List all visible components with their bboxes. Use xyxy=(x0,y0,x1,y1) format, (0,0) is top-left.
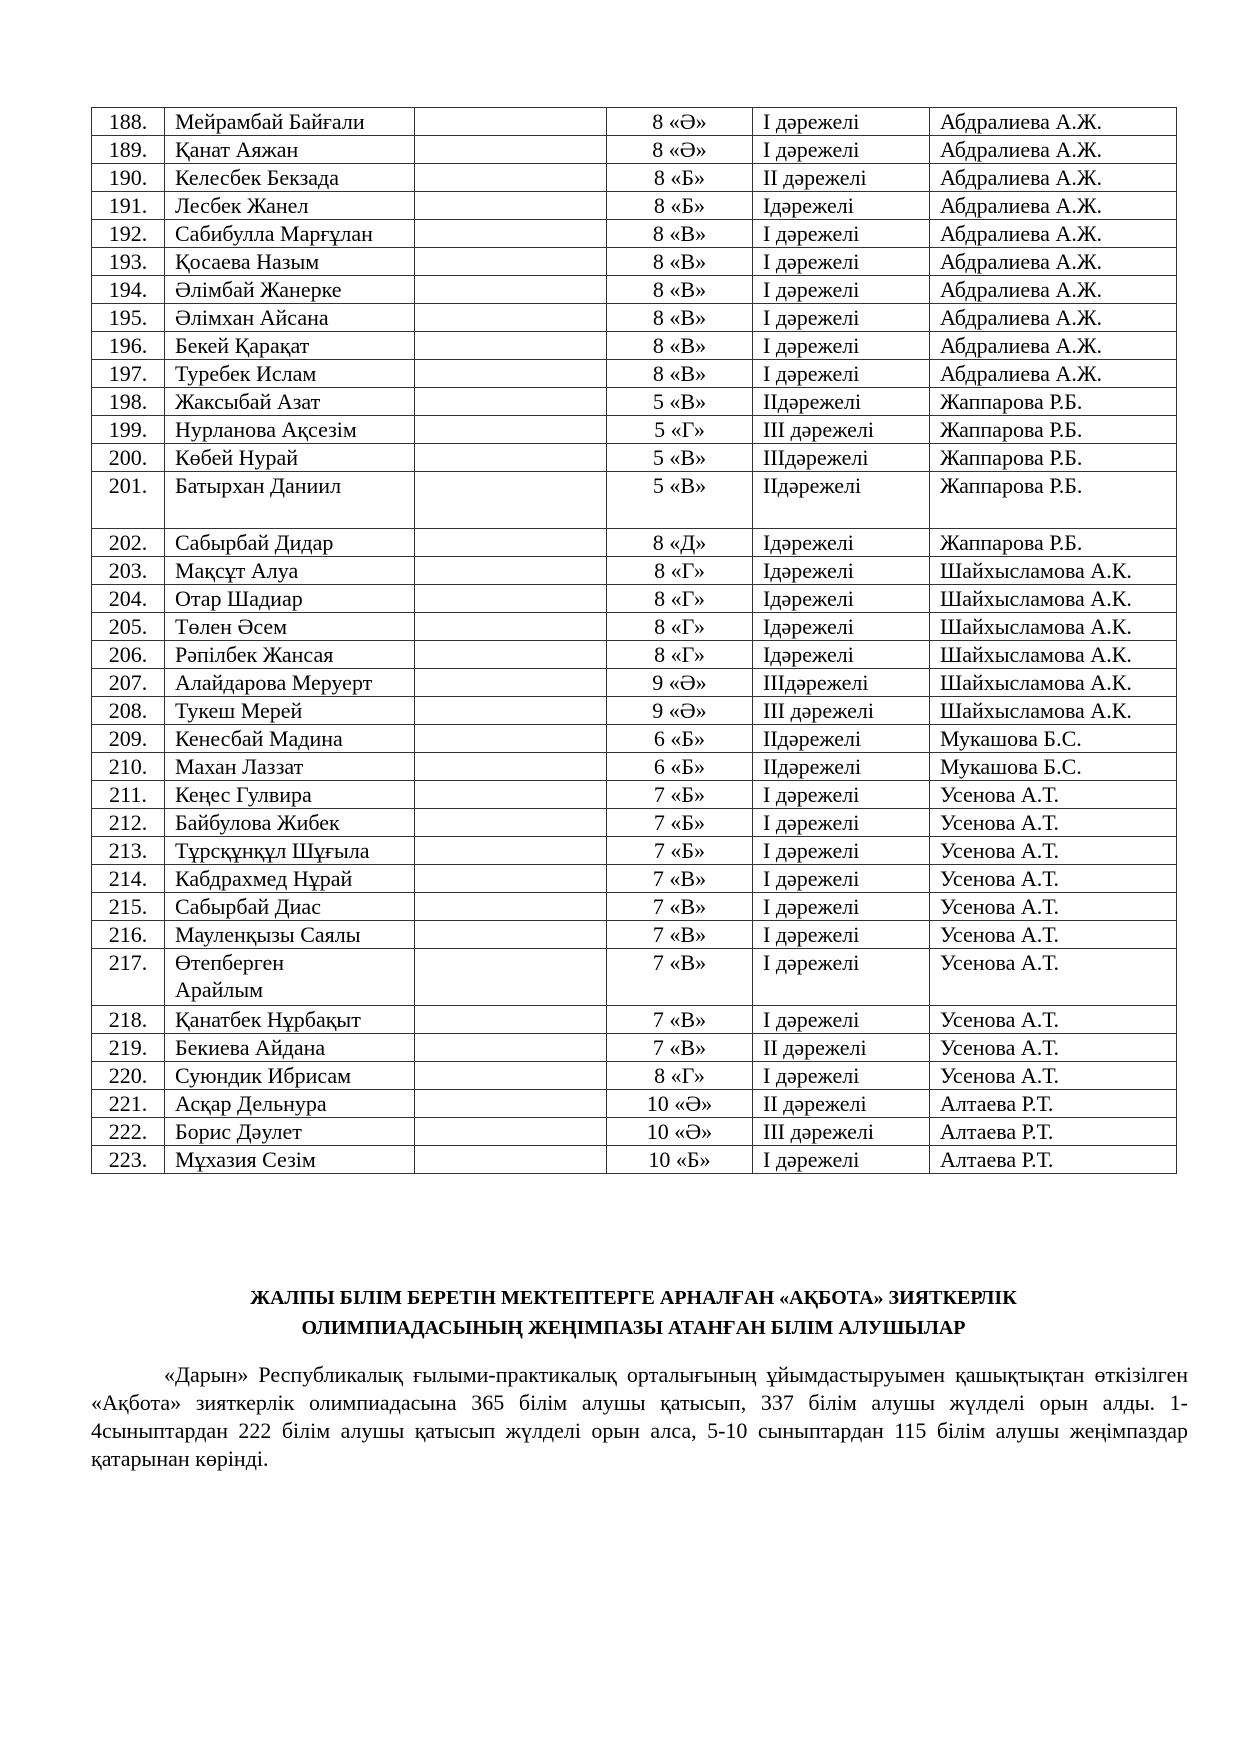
teacher-cell: Абдралиева А.Ж. xyxy=(930,332,1177,360)
table-row xyxy=(92,613,1177,641)
degree-cell: ІІдәрежелі xyxy=(753,725,930,753)
degree-cell: І дәрежелі xyxy=(753,1062,930,1090)
class-cell: 7 «Б» xyxy=(607,837,753,865)
student-name-cell: Сабибулла Марғұлан xyxy=(165,220,415,248)
teacher-cell: Абдралиева А.Ж. xyxy=(930,136,1177,164)
table-row xyxy=(92,837,1177,865)
student-name-cell: Мақсұт Алуа xyxy=(165,557,415,585)
student-name-cell: Кеңес Гулвира xyxy=(165,781,415,809)
teacher-cell: Абдралиева А.Ж. xyxy=(930,276,1177,304)
student-name-cell: Байбулова Жибек xyxy=(165,809,415,837)
degree-cell: І дәрежелі xyxy=(753,108,930,136)
teacher-cell: Усенова А.Т. xyxy=(930,893,1177,921)
student-name-cell: Мейрамбай Байғали xyxy=(165,108,415,136)
table-row xyxy=(92,641,1177,669)
degree-cell: І дәрежелі xyxy=(753,220,930,248)
student-name-cell: Кабдрахмед Нұрай xyxy=(165,865,415,893)
degree-cell: І дәрежелі xyxy=(753,1006,930,1034)
student-name-cell: Келесбек Бекзада xyxy=(165,164,415,192)
teacher-cell: Алтаева Р.Т. xyxy=(930,1090,1177,1118)
teacher-cell: Мукашова Б.С. xyxy=(930,725,1177,753)
row-number-cell: 195. xyxy=(92,304,165,332)
row-number-cell: 188. xyxy=(92,108,165,136)
student-name-cell: Рәпілбек Жансая xyxy=(165,641,415,669)
row-number-cell: 192. xyxy=(92,220,165,248)
teacher-cell: Жаппарова Р.Б. xyxy=(930,529,1177,557)
empty-cell xyxy=(415,360,607,388)
student-name-cell: Бекиева Айдана xyxy=(165,1034,415,1062)
student-name-cell: Сабырбай Диас xyxy=(165,893,415,921)
section-paragraph-block xyxy=(91,1361,1188,1473)
degree-cell: І дәрежелі xyxy=(753,865,930,893)
degree-cell: Ідәрежелі xyxy=(753,192,930,220)
row-number-cell: 209. xyxy=(92,725,165,753)
student-name-cell: Махан Лаззат xyxy=(165,753,415,781)
degree-cell: І дәрежелі xyxy=(753,949,930,1006)
section-heading-line-1: ЖАЛПЫ БІЛІМ БЕРЕТІН МЕКТЕПТЕРГЕ АРНАЛҒАН «АҚБОТА» ЗИЯТКЕРЛІК xyxy=(250,1287,1017,1309)
class-cell: 5 «Г» xyxy=(607,416,753,444)
degree-cell: І дәрежелі xyxy=(753,809,930,837)
teacher-cell: Абдралиева А.Ж. xyxy=(930,220,1177,248)
empty-cell xyxy=(415,276,607,304)
table-row xyxy=(92,388,1177,416)
empty-cell xyxy=(415,1118,607,1146)
empty-cell xyxy=(415,1034,607,1062)
row-number-cell: 205. xyxy=(92,613,165,641)
table-row xyxy=(92,753,1177,781)
empty-cell xyxy=(415,725,607,753)
empty-cell xyxy=(415,248,607,276)
degree-cell: ІІІдәрежелі xyxy=(753,669,930,697)
class-cell: 9 «Ә» xyxy=(607,669,753,697)
student-name-cell: Өтепберген Арайлым xyxy=(165,949,415,1006)
degree-cell: ІІІдәрежелі xyxy=(753,444,930,472)
degree-cell: І дәрежелі xyxy=(753,248,930,276)
degree-cell: ІІІ дәрежелі xyxy=(753,697,930,725)
degree-cell: ІІ дәрежелі xyxy=(753,1034,930,1062)
class-cell: 8 «Д» xyxy=(607,529,753,557)
table-body xyxy=(92,108,1177,1174)
teacher-cell: Шайхысламова А.К. xyxy=(930,613,1177,641)
degree-cell: І дәрежелі xyxy=(753,136,930,164)
table-row xyxy=(92,949,1177,1006)
teacher-cell: Абдралиева А.Ж. xyxy=(930,108,1177,136)
teacher-cell: Шайхысламова А.К. xyxy=(930,585,1177,613)
table-row xyxy=(92,416,1177,444)
teacher-cell: Алтаева Р.Т. xyxy=(930,1146,1177,1174)
table-row xyxy=(92,529,1177,557)
student-name-cell: Туребек Ислам xyxy=(165,360,415,388)
degree-cell: ІІдәрежелі xyxy=(753,388,930,416)
teacher-cell: Усенова А.Т. xyxy=(930,865,1177,893)
class-cell: 8 «Г» xyxy=(607,557,753,585)
student-name-cell: Әлімхан Айсана xyxy=(165,304,415,332)
table-row xyxy=(92,276,1177,304)
table-row xyxy=(92,921,1177,949)
row-number-cell: 206. xyxy=(92,641,165,669)
degree-cell: І дәрежелі xyxy=(753,360,930,388)
section-heading xyxy=(91,1283,1176,1343)
student-name-cell: Төлен Әсем xyxy=(165,613,415,641)
class-cell: 8 «Ә» xyxy=(607,108,753,136)
table-row xyxy=(92,725,1177,753)
class-cell: 8 «Г» xyxy=(607,641,753,669)
row-number-cell: 215. xyxy=(92,893,165,921)
table-row xyxy=(92,304,1177,332)
row-number-cell: 191. xyxy=(92,192,165,220)
degree-cell: ІІдәрежелі xyxy=(753,753,930,781)
teacher-cell: Жаппарова Р.Б. xyxy=(930,388,1177,416)
row-number-cell: 222. xyxy=(92,1118,165,1146)
degree-cell: Ідәрежелі xyxy=(753,613,930,641)
row-number-cell: 202. xyxy=(92,529,165,557)
empty-cell xyxy=(415,921,607,949)
empty-cell xyxy=(415,304,607,332)
student-name-cell: Тұрсқұнқұл Шұғыла xyxy=(165,837,415,865)
teacher-cell: Алтаева Р.Т. xyxy=(930,1118,1177,1146)
row-number-cell: 220. xyxy=(92,1062,165,1090)
row-number-cell: 199. xyxy=(92,416,165,444)
teacher-cell: Усенова А.Т. xyxy=(930,921,1177,949)
degree-cell: ІІдәрежелі xyxy=(753,472,930,529)
table-row xyxy=(92,809,1177,837)
class-cell: 8 «В» xyxy=(607,332,753,360)
row-number-cell: 217. xyxy=(92,949,165,1006)
table-row xyxy=(92,360,1177,388)
teacher-cell: Усенова А.Т. xyxy=(930,1034,1177,1062)
empty-cell xyxy=(415,641,607,669)
student-name-cell: Алайдарова Меруерт xyxy=(165,669,415,697)
class-cell: 7 «Б» xyxy=(607,781,753,809)
table-row xyxy=(92,136,1177,164)
table-row xyxy=(92,1034,1177,1062)
class-cell: 9 «Ә» xyxy=(607,697,753,725)
empty-cell xyxy=(415,220,607,248)
table-row xyxy=(92,192,1177,220)
class-cell: 7 «Б» xyxy=(607,809,753,837)
degree-cell: ІІІ дәрежелі xyxy=(753,1118,930,1146)
empty-cell xyxy=(415,192,607,220)
row-number-cell: 214. xyxy=(92,865,165,893)
row-number-cell: 208. xyxy=(92,697,165,725)
student-name-cell: Әлімбай Жанерке xyxy=(165,276,415,304)
empty-cell xyxy=(415,108,607,136)
row-number-cell: 211. xyxy=(92,781,165,809)
teacher-cell: Усенова А.Т. xyxy=(930,837,1177,865)
class-cell: 8 «Г» xyxy=(607,585,753,613)
student-name-cell: Жаксыбай Азат xyxy=(165,388,415,416)
table-row xyxy=(92,1146,1177,1174)
empty-cell xyxy=(415,697,607,725)
degree-cell: І дәрежелі xyxy=(753,837,930,865)
table-row xyxy=(92,865,1177,893)
degree-cell: Ідәрежелі xyxy=(753,641,930,669)
degree-cell: І дәрежелі xyxy=(753,781,930,809)
student-name-cell: Борис Дәулет xyxy=(165,1118,415,1146)
degree-cell: І дәрежелі xyxy=(753,304,930,332)
teacher-cell: Мукашова Б.С. xyxy=(930,753,1177,781)
class-cell: 7 «В» xyxy=(607,1034,753,1062)
teacher-cell: Шайхысламова А.К. xyxy=(930,557,1177,585)
class-cell: 7 «В» xyxy=(607,865,753,893)
row-number-cell: 219. xyxy=(92,1034,165,1062)
student-name-cell: Қосаева Назым xyxy=(165,248,415,276)
student-name-cell: Кенесбай Мадина xyxy=(165,725,415,753)
table-row xyxy=(92,1006,1177,1034)
row-number-cell: 190. xyxy=(92,164,165,192)
class-cell: 7 «В» xyxy=(607,893,753,921)
row-number-cell: 212. xyxy=(92,809,165,837)
table-row xyxy=(92,585,1177,613)
class-cell: 8 «Г» xyxy=(607,1062,753,1090)
empty-cell xyxy=(415,557,607,585)
teacher-cell: Абдралиева А.Ж. xyxy=(930,248,1177,276)
table-row xyxy=(92,893,1177,921)
class-cell: 7 «В» xyxy=(607,1006,753,1034)
degree-cell: І дәрежелі xyxy=(753,332,930,360)
degree-cell: Ідәрежелі xyxy=(753,585,930,613)
empty-cell xyxy=(415,1006,607,1034)
row-number-cell: 193. xyxy=(92,248,165,276)
degree-cell: ІІ дәрежелі xyxy=(753,1090,930,1118)
teacher-cell: Шайхысламова А.К. xyxy=(930,669,1177,697)
row-number-cell: 196. xyxy=(92,332,165,360)
section-paragraph: «Дарын» Республикалық ғылыми-практикалық орталығының ұйымдастыруымен қашықтықтан өткізілген «Ақбота» зияткерлік олимпиадасына 365 білім алушы қатысып, 337 білім алушы жүлделі орын алды. 1-4сыныптардан 222 білім алушы қатысып жүлделі орын алса, 5-10 сыныптардан 115 білім алушы жеңімпаздар қатарынан көрінді. xyxy=(91,1362,1188,1471)
empty-cell xyxy=(415,416,607,444)
empty-cell xyxy=(415,529,607,557)
student-name-cell: Нурланова Ақсезім xyxy=(165,416,415,444)
empty-cell xyxy=(415,865,607,893)
empty-cell xyxy=(415,753,607,781)
degree-cell: І дәрежелі xyxy=(753,893,930,921)
class-cell: 8 «Ә» xyxy=(607,136,753,164)
class-cell: 7 «В» xyxy=(607,949,753,1006)
class-cell: 8 «В» xyxy=(607,220,753,248)
row-number-cell: 218. xyxy=(92,1006,165,1034)
teacher-cell: Шайхысламова А.К. xyxy=(930,697,1177,725)
table-row xyxy=(92,108,1177,136)
table-row xyxy=(92,248,1177,276)
empty-cell xyxy=(415,585,607,613)
table-row xyxy=(92,332,1177,360)
teacher-cell: Абдралиева А.Ж. xyxy=(930,360,1177,388)
row-number-cell: 223. xyxy=(92,1146,165,1174)
empty-cell xyxy=(415,472,607,529)
student-name-cell: Тукеш Мерей xyxy=(165,697,415,725)
row-number-cell: 221. xyxy=(92,1090,165,1118)
student-name-cell: Сабырбай Дидар xyxy=(165,529,415,557)
teacher-cell: Усенова А.Т. xyxy=(930,1062,1177,1090)
teacher-cell: Абдралиева А.Ж. xyxy=(930,164,1177,192)
empty-cell xyxy=(415,332,607,360)
class-cell: 6 «Б» xyxy=(607,725,753,753)
empty-cell xyxy=(415,444,607,472)
student-name-cell: Мұхазия Сезім xyxy=(165,1146,415,1174)
empty-cell xyxy=(415,949,607,1006)
empty-cell xyxy=(415,669,607,697)
student-name-cell: Лесбек Жанел xyxy=(165,192,415,220)
row-number-cell: 197. xyxy=(92,360,165,388)
class-cell: 8 «Б» xyxy=(607,164,753,192)
teacher-cell: Жаппарова Р.Б. xyxy=(930,444,1177,472)
student-name-cell: Мауленқызы Саялы xyxy=(165,921,415,949)
table-row xyxy=(92,669,1177,697)
row-number-cell: 201. xyxy=(92,472,165,529)
student-name-cell: Батырхан Даниил xyxy=(165,472,415,529)
class-cell: 6 «Б» xyxy=(607,753,753,781)
empty-cell xyxy=(415,837,607,865)
degree-cell: І дәрежелі xyxy=(753,1146,930,1174)
class-cell: 5 «В» xyxy=(607,472,753,529)
empty-cell xyxy=(415,893,607,921)
table-row xyxy=(92,1090,1177,1118)
table-row xyxy=(92,557,1177,585)
class-cell: 8 «Б» xyxy=(607,192,753,220)
teacher-cell: Жаппарова Р.Б. xyxy=(930,416,1177,444)
table-row xyxy=(92,164,1177,192)
results-table xyxy=(91,107,1177,1174)
class-cell: 7 «В» xyxy=(607,921,753,949)
teacher-cell: Абдралиева А.Ж. xyxy=(930,304,1177,332)
class-cell: 8 «В» xyxy=(607,360,753,388)
degree-cell: І дәрежелі xyxy=(753,921,930,949)
class-cell: 10 «Ә» xyxy=(607,1090,753,1118)
empty-cell xyxy=(415,1146,607,1174)
empty-cell xyxy=(415,136,607,164)
row-number-cell: 216. xyxy=(92,921,165,949)
empty-cell xyxy=(415,388,607,416)
row-number-cell: 194. xyxy=(92,276,165,304)
class-cell: 5 «В» xyxy=(607,444,753,472)
class-cell: 8 «Г» xyxy=(607,613,753,641)
class-cell: 8 «В» xyxy=(607,248,753,276)
degree-cell: ІІ дәрежелі xyxy=(753,164,930,192)
student-name-cell: Көбей Нурай xyxy=(165,444,415,472)
empty-cell xyxy=(415,1090,607,1118)
table-row xyxy=(92,1118,1177,1146)
table-row xyxy=(92,444,1177,472)
class-cell: 10 «Б» xyxy=(607,1146,753,1174)
table-row xyxy=(92,697,1177,725)
row-number-cell: 189. xyxy=(92,136,165,164)
class-cell: 10 «Ә» xyxy=(607,1118,753,1146)
row-number-cell: 203. xyxy=(92,557,165,585)
empty-cell xyxy=(415,809,607,837)
student-name-cell: Отар Шадиар xyxy=(165,585,415,613)
empty-cell xyxy=(415,164,607,192)
student-name-cell: Суюндик Ибрисам xyxy=(165,1062,415,1090)
row-number-cell: 200. xyxy=(92,444,165,472)
table-row xyxy=(92,472,1177,529)
degree-cell: Ідәрежелі xyxy=(753,529,930,557)
empty-cell xyxy=(415,613,607,641)
empty-cell xyxy=(415,781,607,809)
table-row xyxy=(92,781,1177,809)
table-row xyxy=(92,1062,1177,1090)
student-name-cell: Қанат Аяжан xyxy=(165,136,415,164)
class-cell: 8 «В» xyxy=(607,304,753,332)
teacher-cell: Усенова А.Т. xyxy=(930,949,1177,1006)
student-name-cell: Қанатбек Нұрбақыт xyxy=(165,1006,415,1034)
row-number-cell: 213. xyxy=(92,837,165,865)
row-number-cell: 198. xyxy=(92,388,165,416)
empty-cell xyxy=(415,1062,607,1090)
student-name-cell: Асқар Дельнура xyxy=(165,1090,415,1118)
teacher-cell: Жаппарова Р.Б. xyxy=(930,472,1177,529)
degree-cell: І дәрежелі xyxy=(753,276,930,304)
class-cell: 8 «В» xyxy=(607,276,753,304)
row-number-cell: 207. xyxy=(92,669,165,697)
table-row xyxy=(92,220,1177,248)
student-name-cell: Бекей Қарақат xyxy=(165,332,415,360)
teacher-cell: Абдралиева А.Ж. xyxy=(930,192,1177,220)
section-heading-line-2: ОЛИМПИАДАСЫНЫҢ ЖЕҢІМПАЗЫ АТАНҒАН БІЛІМ АЛУШЫЛАР xyxy=(301,1317,966,1339)
teacher-cell: Шайхысламова А.К. xyxy=(930,641,1177,669)
row-number-cell: 210. xyxy=(92,753,165,781)
teacher-cell: Усенова А.Т. xyxy=(930,781,1177,809)
degree-cell: Ідәрежелі xyxy=(753,557,930,585)
degree-cell: ІІІ дәрежелі xyxy=(753,416,930,444)
class-cell: 5 «В» xyxy=(607,388,753,416)
teacher-cell: Усенова А.Т. xyxy=(930,1006,1177,1034)
teacher-cell: Усенова А.Т. xyxy=(930,809,1177,837)
row-number-cell: 204. xyxy=(92,585,165,613)
